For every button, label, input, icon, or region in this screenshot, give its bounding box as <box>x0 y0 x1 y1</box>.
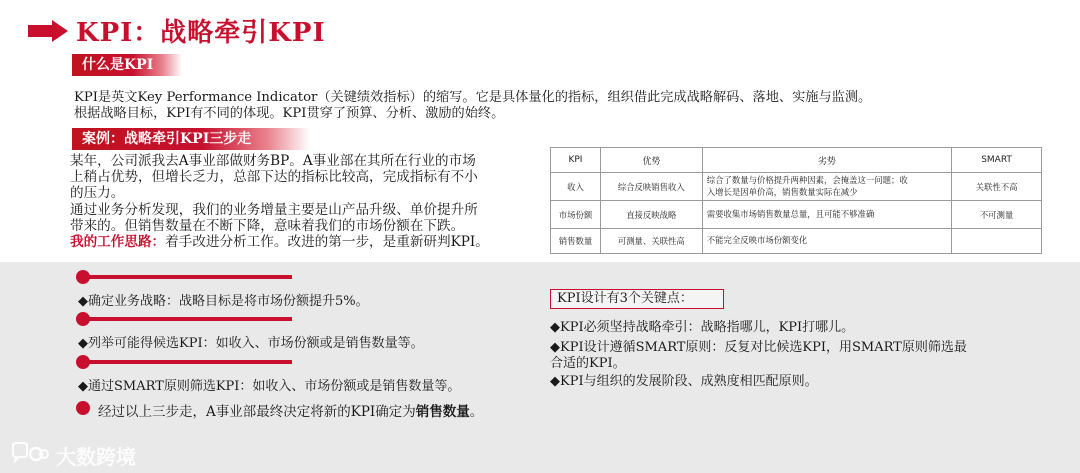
key-point-2-line: ◆KPI设计遵循SMART原则：反复对比候选KPI，用SMART原则筛选最 <box>550 340 967 355</box>
case-line: 的压力。 <box>70 185 125 202</box>
step-item-2: ◆列举可能得候选KPI：如收入、市场份额或是销售数量等。 <box>78 336 424 351</box>
page-title: KPI：战略牵引KPI <box>76 18 326 48</box>
conclusion-prefix: 经过以上三步走，A事业部最终决定将新的KPI确定为 <box>98 404 416 420</box>
approach-label: 我的工作思路： <box>70 234 166 251</box>
table-cell-pros: 可测量、关联性高 <box>600 229 702 254</box>
key-point-2-line: 合适的KPI。 <box>550 356 626 371</box>
approach-text: 着手改进分析工作。改进的第一步，是重新研判KPI。 <box>165 234 489 251</box>
table-cell-cons <box>702 173 951 201</box>
table-cell-smart: 关联性不高 <box>952 173 1042 201</box>
cons-line: 入增长是因单价高，销售数量实际在减少 <box>706 186 858 197</box>
table-row <box>551 173 1042 201</box>
table-header-cons: 劣势 <box>702 148 951 173</box>
section-heading-case: 案例：战略牵引KPI三步走 <box>72 128 310 150</box>
watermark <box>10 441 136 469</box>
case-line: 通过业务分析发现，我们的业务增量主要是山产品升级、单价提升所 <box>70 201 478 218</box>
table-row <box>551 201 1042 229</box>
cons-line: 不能完全反映市场份额变化 <box>706 235 808 246</box>
table-row <box>551 229 1042 254</box>
conclusion-dot-icon <box>76 401 90 415</box>
step-item-1: ◆确定业务战略：战略目标是将市场份额提升5%。 <box>78 294 369 309</box>
definition-line-2: 根据战略目标，KPI有不同的体现。KPI贯穿了预算、分析、激励的始终。 <box>74 106 505 121</box>
table-cell-cons <box>702 201 951 229</box>
conclusion <box>98 400 483 420</box>
case-line: 带来的。但销售数量在不断下降，意味着我们的市场份额在下跌。 <box>70 217 465 234</box>
table-cell-smart: 不可测量 <box>952 201 1042 229</box>
watermark-text: 大数跨境 <box>56 444 136 469</box>
table-header-smart: SMART <box>952 148 1042 173</box>
kpi-comparison-table <box>550 147 1042 254</box>
table-cell-cons <box>702 229 951 254</box>
case-line: 上稍占优势，但增长乏力，总部下达的指标比较高，完成指标有不小 <box>70 169 478 186</box>
key-point-1: ◆KPI必须坚持战略牵引：战略指哪儿，KPI打哪儿。 <box>550 320 855 335</box>
step-item-3: ◆通过SMART原则筛选KPI：如收入、市场份额或是销售数量等。 <box>78 379 461 394</box>
key-point-2 <box>550 340 967 372</box>
table-header-row <box>551 148 1042 173</box>
cons-line: 综合了数量与价格提升两种因素，会掩盖这一问题；收 <box>706 175 908 185</box>
cons-line: 需要收集市场销售数量总量，且可能不够准确 <box>706 208 875 219</box>
table-cell-kpi: 销售数量 <box>551 229 601 254</box>
table-cell-kpi: 收入 <box>551 173 601 201</box>
conclusion-bold: 销售数量 <box>415 404 470 420</box>
case-line: 某年，公司派我去A事业部做财务BP。A事业部在其所在行业的市场 <box>70 153 476 169</box>
chat-bubble-logo-icon <box>10 442 50 468</box>
table-header-kpi: KPI <box>551 148 601 173</box>
conclusion-suffix: 。 <box>469 404 484 420</box>
table-cell-smart <box>952 229 1042 254</box>
table-cell-pros: 直接反映战略 <box>600 201 702 229</box>
arrow-right-icon <box>28 20 68 42</box>
key-points-title: KPI设计有3个关键点： <box>550 289 724 309</box>
table-cell-kpi: 市场份额 <box>551 201 601 229</box>
definition-line-1: KPI是英文Key Performance Indicator（关键绩效指标）的缩写。它是具体量化的指标，组织借此完成战略解码、落地、实施与监测。 <box>74 90 872 105</box>
table-header-pros: 优势 <box>600 148 702 173</box>
key-point-3: ◆KPI与组织的发展阶段、成熟度相匹配原则。 <box>550 374 818 389</box>
approach-line <box>70 234 548 250</box>
case-text <box>70 153 548 250</box>
section-heading-what-is: 什么是KPI <box>72 54 182 76</box>
table-cell-pros: 综合反映销售收入 <box>600 173 702 201</box>
